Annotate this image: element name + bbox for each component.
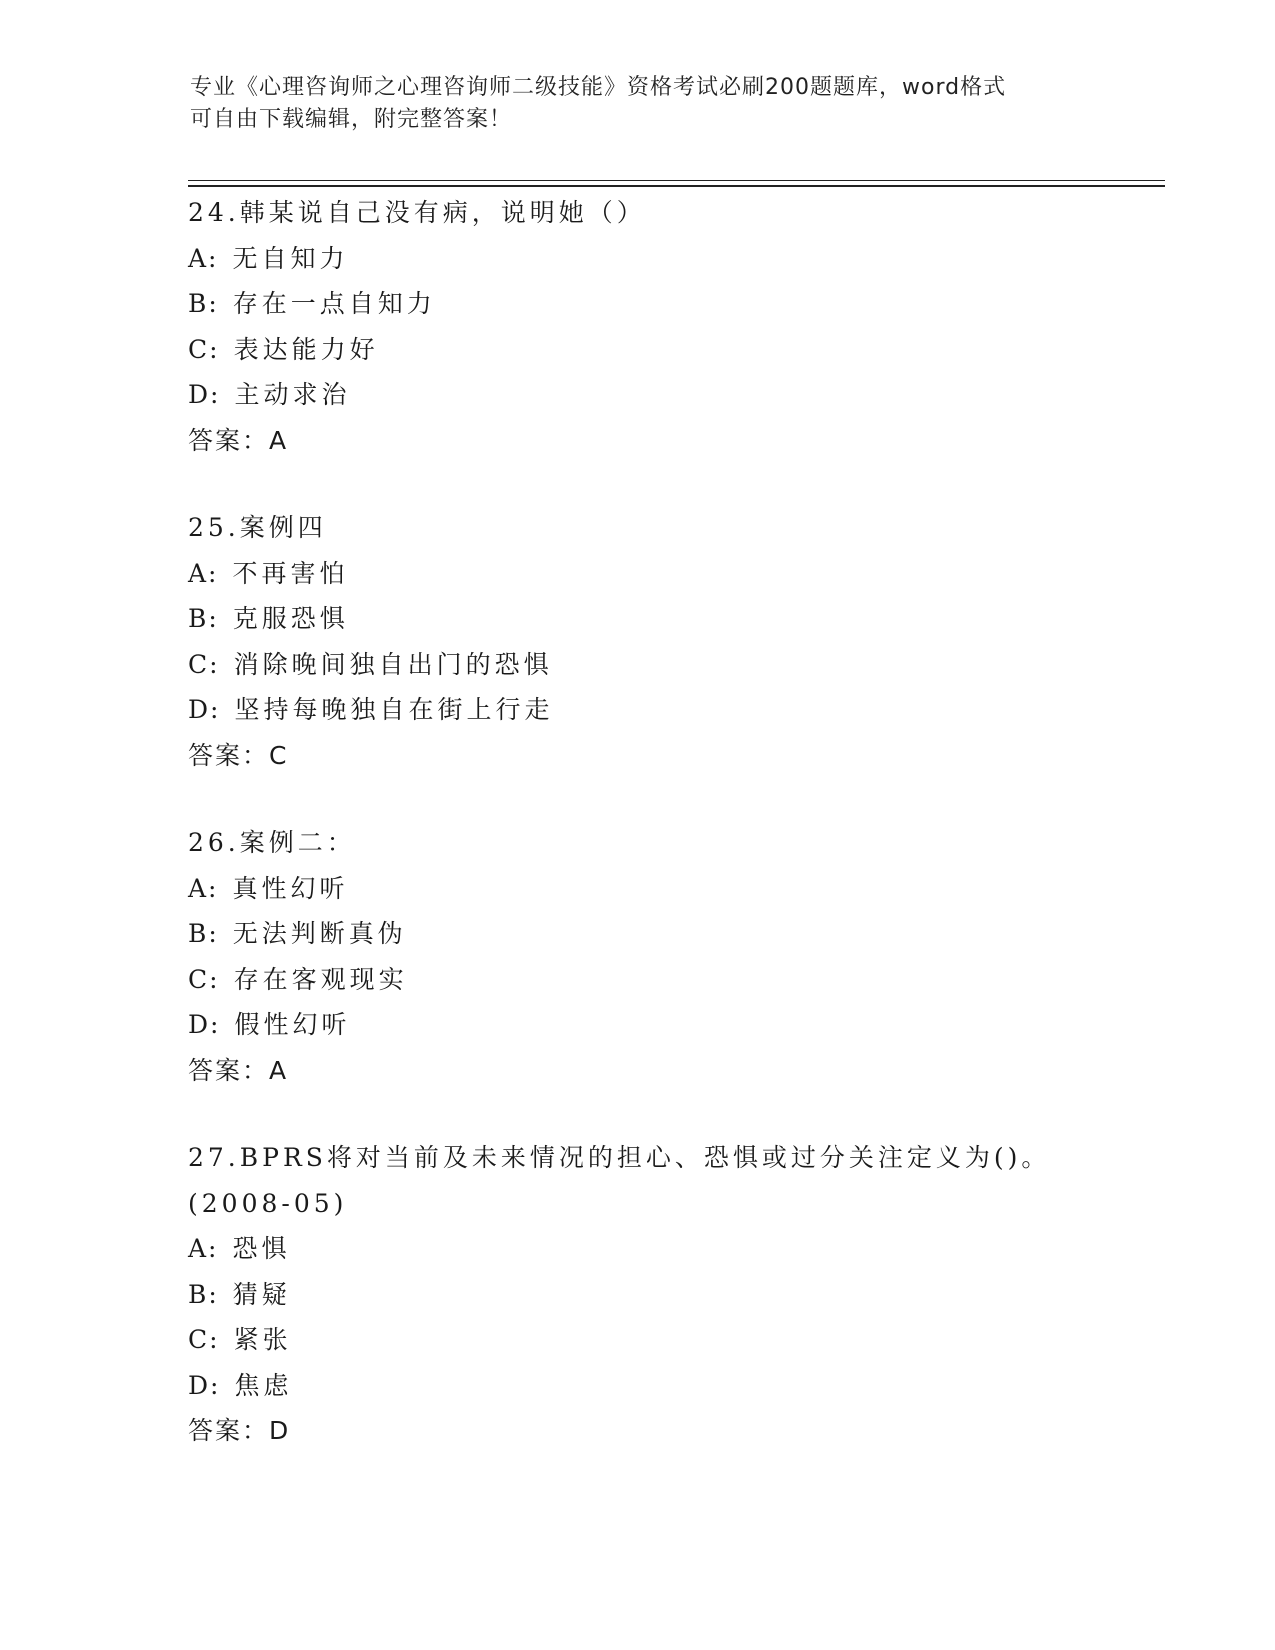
option-d: D: 假性幻听: [188, 1010, 351, 1039]
option-a: A: 恐惧: [188, 1234, 291, 1263]
question-list: [188, 190, 1188, 1496]
answer: 答案：D: [188, 1416, 291, 1445]
option-a: A: 不再害怕: [188, 558, 349, 588]
option-c: C: 存在客观现实: [188, 964, 408, 994]
header-line-1: 专业《心理咨询师之心理咨询师二级技能》资格考试必刷200题题库，word格式: [190, 75, 1007, 100]
option-d: D: 主动求治: [188, 380, 351, 409]
option-b: B: 无法判断真伪: [188, 919, 407, 948]
question-stem: 27.BPRS将对当前及未来情况的担心、恐惧或过分关注定义为()。: [188, 1143, 1051, 1172]
option-b: B: 克服恐惧: [188, 604, 349, 633]
question-25: [188, 505, 1188, 778]
answer: 答案：A: [188, 425, 289, 455]
option-b: B: 猜疑: [188, 1279, 291, 1309]
question-stem: 26.案例二：: [188, 828, 356, 857]
option-c: C: 表达能力好: [188, 334, 379, 364]
document-header: [190, 72, 1070, 136]
header-line-2: 可自由下载编辑，附完整答案！: [190, 107, 513, 132]
option-c: C: 消除晚间独自出门的恐惧: [188, 649, 553, 679]
option-b: B: 存在一点自知力: [188, 289, 436, 318]
question-27: [188, 1135, 1188, 1454]
header-divider-bottom: [188, 185, 1165, 187]
option-c: C: 紧张: [188, 1325, 292, 1354]
answer: 答案：A: [188, 1055, 289, 1085]
question-26: [188, 820, 1188, 1093]
question-stem-continued: (2008-05): [188, 1188, 348, 1218]
option-a: A: 真性幻听: [188, 873, 349, 903]
answer: 答案：C: [188, 740, 289, 770]
header-divider-top: [188, 180, 1165, 181]
question-stem: 24.韩某说自己没有病，说明她（）: [188, 198, 646, 227]
option-d: D: 焦虑: [188, 1370, 293, 1400]
option-d: D: 坚持每晚独自在街上行走: [188, 695, 554, 724]
question-stem: 25.案例四: [188, 513, 327, 542]
question-24: [188, 190, 1188, 463]
option-a: A: 无自知力: [188, 243, 349, 273]
